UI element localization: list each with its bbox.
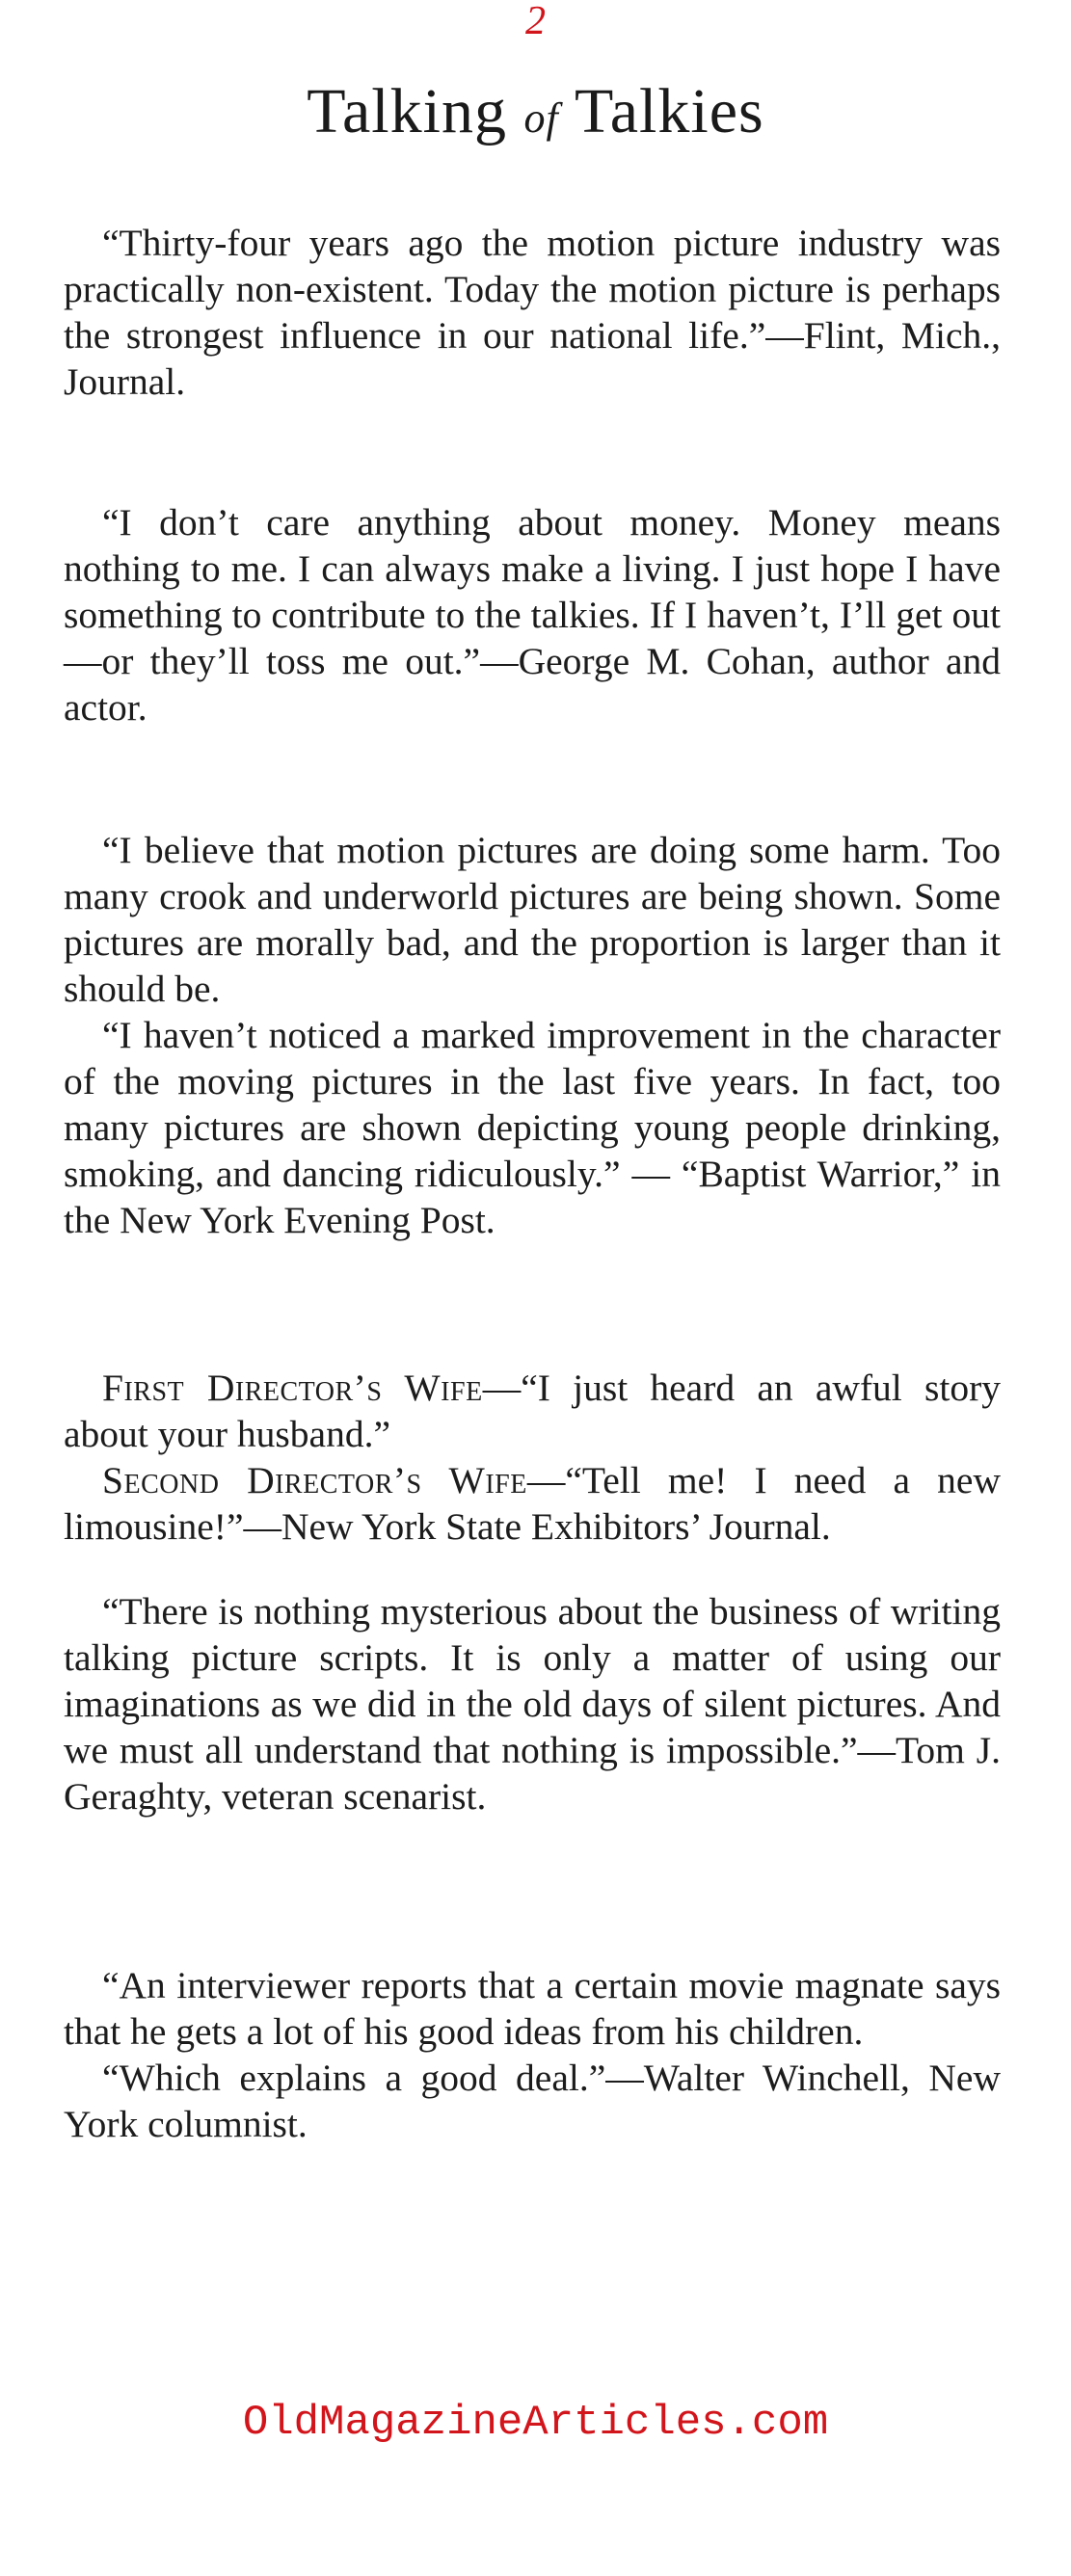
speaker-name: Second Director’s Wife <box>102 1459 527 1501</box>
dialogue-block <box>64 1365 1001 1550</box>
speaker-name: First Director’s Wife <box>102 1367 483 1409</box>
quote-paragraph: “Thirty-four years ago the motion picture industry was practically non-existent. Today the motion picture is perhaps the strongest influence in our national life.”—Flint, Mich., Journal. <box>64 222 1001 403</box>
quote-block <box>64 827 1001 1243</box>
quote-block <box>64 1588 1001 1819</box>
title-word-talking: Talking <box>307 76 507 146</box>
quote-paragraph: “Which explains a good deal.”—Walter Winchell, New York columnist. <box>64 2057 1001 2145</box>
page-number: 2 <box>525 0 546 43</box>
quote-paragraph: “I believe that motion pictures are doing some harm. Too many crook and underworld pictures are being shown. Some pictures are morally bad, and the proportion is larger than it should be. <box>64 829 1001 1010</box>
quote-paragraph: “There is nothing mysterious about the business of writing talking picture scripts. It is only a matter of using our imaginations as we did in the old days of silent pictures. And we must all understand that nothing is impossible.”—Tom J. Geraghty, veteran scenarist. <box>64 1590 1001 1818</box>
quote-paragraph: “An interviewer reports that a certain movie magnate says that he gets a lot of his good ideas from his children. <box>64 1964 1001 2053</box>
dialogue-text: —“I just heard an awful story about your husband.” <box>64 1367 1001 1455</box>
title-word-of: of <box>523 94 559 142</box>
quote-paragraph: “I haven’t noticed a marked improvement in the character of the moving pictures in the last five years. In fact, too many pictures are shown depicting young people drinking, smoking, and dancing ridiculously.” — “Baptist Warrior,” in the New York Evening Post. <box>64 1014 1001 1241</box>
watermark-link[interactable]: OldMagazineArticles.com <box>242 2399 829 2447</box>
quote-block <box>64 1962 1001 2147</box>
article-title <box>0 73 1071 157</box>
title-word-talkies: Talkies <box>575 76 764 146</box>
dialogue-line <box>64 1365 1001 1457</box>
dialogue-line <box>64 1457 1001 1550</box>
quote-paragraph: “I don’t care anything about money. Money means nothing to me. I can always make a living. I just hope I have something to contribute to the talkies. If I haven’t, I’ll get out —or they’ll toss me out.”—George M. Cohan, author and actor. <box>64 501 1001 729</box>
quote-block <box>64 220 1001 405</box>
dialogue-text: —“Tell me! I need a new limousine!”—New York State Exhibitors’ Journal. <box>64 1459 1001 1548</box>
quote-block <box>64 499 1001 730</box>
